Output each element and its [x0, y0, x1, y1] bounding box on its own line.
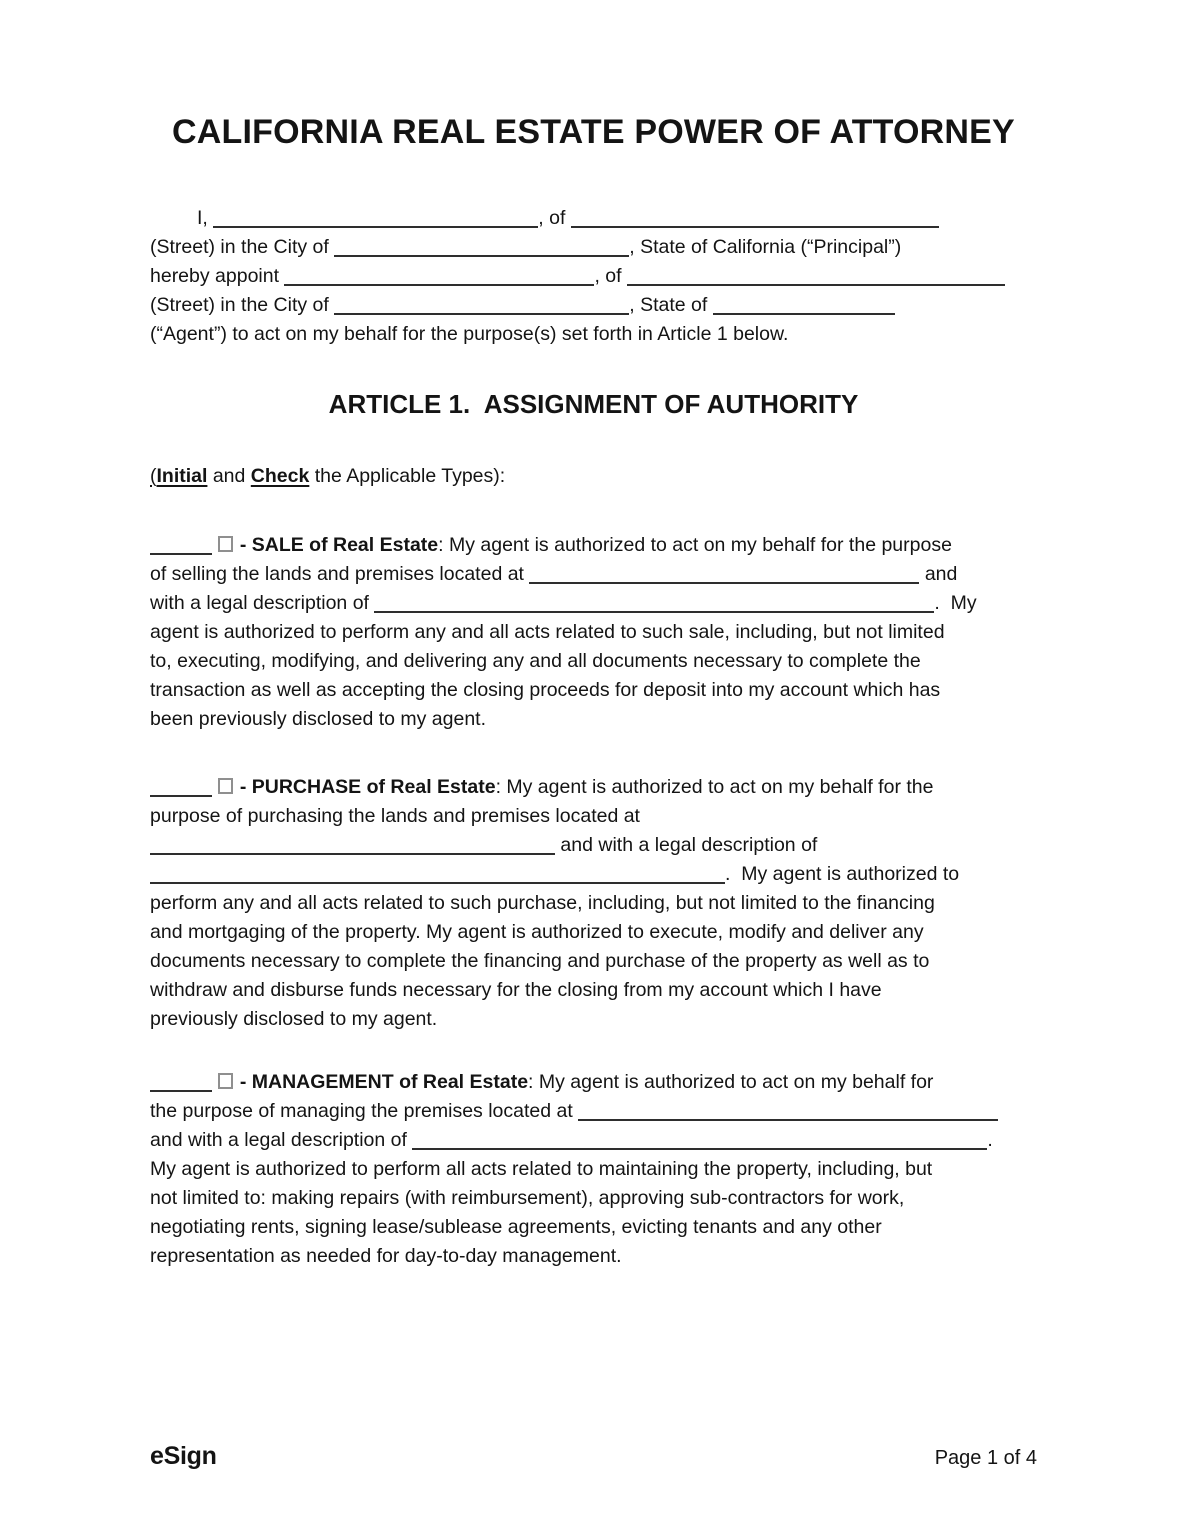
blank-line[interactable] [578, 1117, 998, 1121]
form-line [150, 462, 1037, 491]
blank-line[interactable] [334, 311, 629, 315]
form-line [150, 291, 1037, 320]
blank-line[interactable] [150, 1088, 212, 1092]
text-run-bold-underlined: Initial [156, 465, 208, 487]
checkbox-icon[interactable] [218, 536, 233, 552]
text-run: negotiating rents, signing lease/sublease agreements, evicting tenants and any other [150, 1216, 882, 1238]
text-run: and with a legal description of [150, 1129, 413, 1151]
form-line [150, 773, 1037, 802]
form-line [150, 1213, 1037, 1242]
blank-line[interactable] [571, 224, 939, 228]
indent-gap [150, 222, 197, 224]
text-run: agent is authorized to perform any and all acts related to such sale, including, but not limited [150, 621, 945, 643]
text-run-bold: - MANAGEMENT of Real Estate [234, 1071, 529, 1093]
article1-instruction [150, 462, 1037, 491]
form-line [150, 889, 1037, 918]
form-line [150, 589, 1037, 618]
text-run: perform any and all acts related to such purchase, including, but not limited to the financing [150, 892, 935, 914]
text-run: the Applicable Types): [309, 465, 506, 487]
text-run: documents necessary to complete the financing and purchase of the property as well as to [150, 950, 930, 972]
text-run [212, 776, 217, 798]
page-number: Page 1 of 4 [934, 1447, 1037, 1469]
text-run: representation as needed for day-to-day management. [150, 1245, 622, 1267]
form-line [150, 831, 1037, 860]
section-management [150, 1068, 1037, 1271]
text-run-bold-underlined: Check [250, 465, 310, 487]
checkbox-icon[interactable] [218, 778, 233, 794]
blank-line[interactable] [374, 609, 934, 613]
form-line [150, 1005, 1037, 1034]
form-line [150, 618, 1037, 647]
blank-line[interactable] [213, 224, 538, 228]
text-run-underlined: ( [150, 465, 157, 487]
text-run [212, 1071, 217, 1093]
text-run-bold: - PURCHASE of Real Estate [234, 776, 496, 798]
form-line [150, 233, 1037, 262]
form-line [150, 262, 1037, 291]
blank-line[interactable] [627, 282, 1005, 286]
text-run: , of [538, 207, 571, 229]
page-footer [150, 1442, 1037, 1471]
blank-line[interactable] [284, 282, 594, 286]
text-run: (Street) in the City of [150, 294, 335, 316]
text-run: . My agent is authorized to [725, 863, 960, 885]
document-title: CALIFORNIA REAL ESTATE POWER OF ATTORNEY [172, 113, 1015, 151]
form-line [150, 560, 1037, 589]
intro-paragraph [150, 204, 1037, 349]
text-run: . My [934, 592, 977, 614]
text-run: : My agent is authorized to act on my behalf for [528, 1071, 934, 1093]
blank-line[interactable] [412, 1146, 987, 1150]
form-line [150, 531, 1037, 560]
blank-line[interactable] [150, 551, 212, 555]
article1-heading: ARTICLE 1. ASSIGNMENT OF AUTHORITY [328, 389, 859, 419]
text-run: , of [594, 265, 627, 287]
form-line [150, 1155, 1037, 1184]
form-line [150, 1097, 1037, 1126]
form-line [150, 320, 1037, 349]
blank-line[interactable] [150, 851, 555, 855]
esign-logo: eSign [150, 1442, 217, 1470]
blank-line[interactable] [150, 793, 212, 797]
form-line [150, 1126, 1037, 1155]
form-line [150, 802, 1037, 831]
text-run: and [207, 465, 251, 487]
text-run: : My agent is authorized to act on my behalf for the [495, 776, 934, 798]
text-run: the purpose of managing the premises located at [150, 1100, 579, 1122]
text-run: of selling the lands and premises located at [150, 563, 530, 585]
text-run: hereby appoint [150, 265, 285, 287]
text-run: , State of California (“Principal”) [629, 236, 902, 258]
section-purchase [150, 773, 1037, 1034]
text-run: (“Agent”) to act on my behalf for the purpose(s) set forth in Article 1 below. [150, 323, 789, 345]
text-run: : My agent is authorized to act on my behalf for the purpose [438, 534, 952, 556]
form-line [150, 860, 1037, 889]
blank-line[interactable] [150, 880, 725, 884]
text-run: withdraw and disburse funds necessary for the closing from my account which I have [150, 979, 882, 1001]
text-run: I, [197, 207, 214, 229]
text-run: previously disclosed to my agent. [150, 1008, 438, 1030]
text-run: purpose of purchasing the lands and premises located at [150, 805, 640, 827]
text-run [212, 534, 217, 556]
form-line [150, 1242, 1037, 1271]
form-line [150, 647, 1037, 676]
form-line [150, 705, 1037, 734]
text-run-bold: - SALE of Real Estate [234, 534, 439, 556]
form-line [150, 976, 1037, 1005]
text-run: My agent is authorized to perform all acts related to maintaining the property, including, but [150, 1158, 933, 1180]
blank-line[interactable] [713, 311, 895, 315]
text-run: not limited to: making repairs (with reimbursement), approving sub-contractors for work, [150, 1187, 905, 1209]
form-line [150, 1184, 1037, 1213]
section-sale [150, 531, 1037, 734]
form-line [150, 947, 1037, 976]
form-line [150, 918, 1037, 947]
form-line [150, 676, 1037, 705]
form-line [150, 204, 1037, 233]
blank-line[interactable] [529, 580, 919, 584]
text-run: , State of [629, 294, 713, 316]
blank-line[interactable] [334, 253, 629, 257]
text-run: . [987, 1129, 993, 1151]
text-run: and [919, 563, 958, 585]
checkbox-icon[interactable] [218, 1073, 233, 1089]
text-run: transaction as well as accepting the closing proceeds for deposit into my account which has [150, 679, 941, 701]
text-run: been previously disclosed to my agent. [150, 708, 487, 730]
text-run: with a legal description of [150, 592, 375, 614]
form-line [150, 1068, 1037, 1097]
text-run: to, executing, modifying, and delivering any and all documents necessary to complete the [150, 650, 921, 672]
text-run: and mortgaging of the property. My agent is authorized to execute, modify and deliver any [150, 921, 924, 943]
text-run: (Street) in the City of [150, 236, 335, 258]
text-run: and with a legal description of [555, 834, 818, 856]
